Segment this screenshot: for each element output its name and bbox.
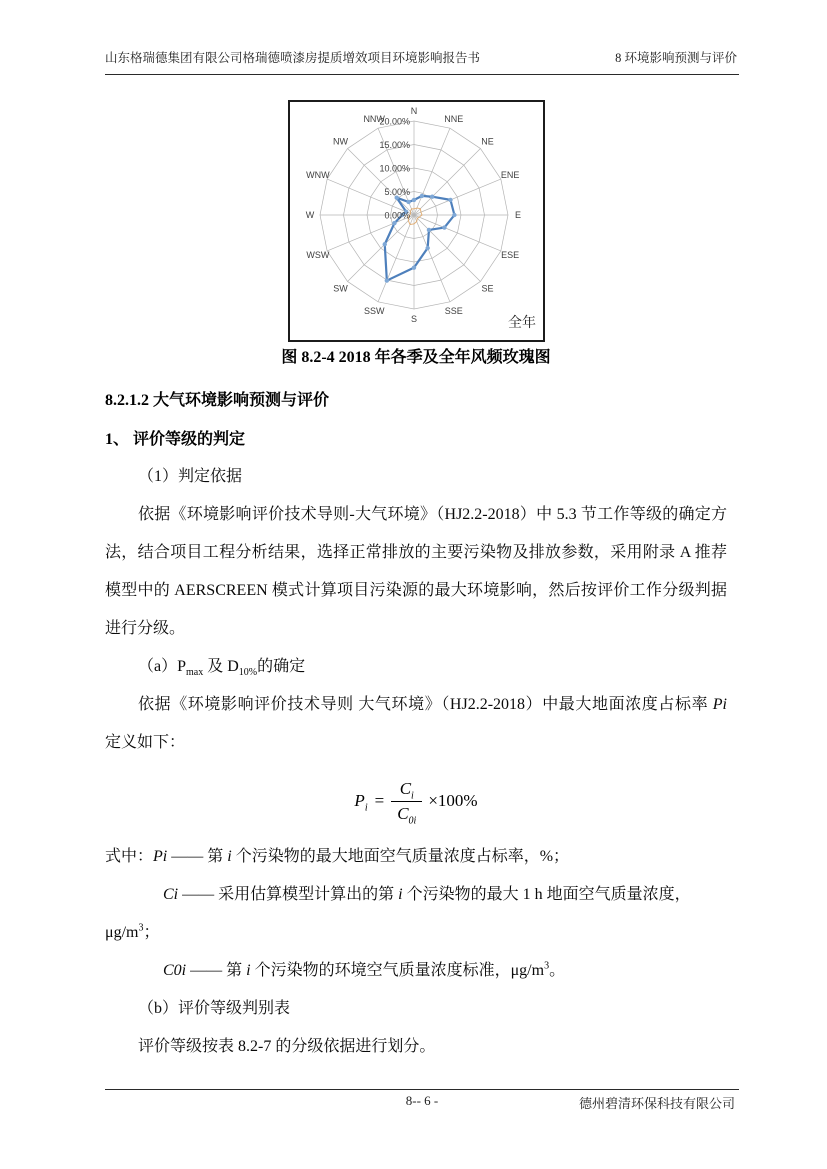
data-point-marker [411,198,415,202]
where-line-unit: $\mu g/m^3$； [105,922,160,941]
direction-label: NW [332,136,348,147]
page-footer [105,1093,739,1117]
pi-symbol: Pi [712,696,727,713]
radar-labels [305,106,535,331]
direction-label: ENE [500,170,519,181]
paragraph-pi-definition: 依据《环境影响评价技术导则 大气环境》（HJ2.2-2018）中最大地面浓度占标率 Pi 定义如下： [105,696,727,751]
data-point-marker [382,242,386,246]
wind-rose-figure [288,100,545,342]
footer-company: 德州碧清环保科技有限公司 [578,1096,735,1111]
radar-series [382,194,456,283]
paragraph-method: 依据《环境影响评价技术导则-大气环境》（HJ2.2-2018）中 5.3 节工作等级的确定方法，结合项目工程分析结果，选择正常排放的主要污染物及排放参数，采用附录 A 推荐模型中的 AERSCREEN 模式计算项目污染源的最大环境影响，然后按评价工作分级判据进行分级。 [105,506,727,637]
data-point-marker [425,246,429,250]
d10-subscript: 10% [238,667,258,679]
radial-tick-label: 0.00% [383,210,410,221]
header-left-title: 山东格瑞德集团有限公司格瑞德喷漆房提质增效项目环境影响报告书 [105,51,481,65]
pmax-subscript: max [186,667,204,679]
data-point-marker [392,221,396,225]
formula-fraction: $\frac{C_i}{C_{0i}}$ [391,779,422,824]
data-point-marker [448,198,452,202]
data-point-marker [411,265,415,269]
item-1-basis: （1）判定依据 [138,468,243,485]
direction-label: N [410,106,417,116]
page-header [105,48,737,66]
data-point-marker [452,213,456,217]
header-right-title: 8 环境影响预测与评价 [615,51,737,65]
direction-label: NE [480,136,494,147]
radar-grid [320,121,508,309]
section-heading: 8.2.1.2 大气环境影响预测与评价 [105,392,330,409]
direction-label: SSW [363,306,384,317]
direction-label: NNE [443,113,463,124]
corner-label-annual: 全年 [507,316,536,331]
data-point-marker [426,228,430,232]
radial-tick-label: 10.00% [378,163,410,174]
radial-tick-label: 5.00% [383,187,410,197]
where-line-ci: Ci —— 采用估算模型计算出的第 i 个污染物的最大 1 h 地面空气质量浓度， [163,886,691,903]
document-body [105,88,727,1066]
formula-pi: $P_i$ = $\frac{C_i}{C_{0i}}$ ×100% [354,778,478,826]
where-line-c0i: C0i —— 第 i 个污染物的环境空气质量浓度标准，$\mu g/m^3$。 [163,960,566,979]
header-rule [105,74,739,75]
direction-label: S [410,314,417,324]
direction-label: NNW [362,113,385,124]
paragraph-grading: 评价等级按表 8.2-7 的分级依据进行划分。 [138,1038,436,1055]
data-point-marker [406,200,410,204]
footer-rule [105,1089,739,1090]
data-point-marker [430,195,434,199]
item-a-pmax-d10: $(a)P_{max}$ 及 $D_{10\%}$的确定 [138,658,306,679]
figure-caption: 图 8.2-4 2018 年各季及全年风频玫瑰图 [281,349,551,366]
data-point-marker [384,278,388,282]
data-point-marker [419,194,423,198]
direction-label: WSW [305,249,329,260]
radial-tick-label: 20.00% [378,116,410,127]
where-line-pi: 式中：Pi —— 第 i 个污染物的最大地面空气质量浓度占标率，%； [105,848,570,865]
data-point-marker [442,225,446,229]
direction-label: W [305,210,314,220]
item-b-table: （b）评价等级判别表 [138,1000,291,1017]
direction-label: SW [332,283,348,294]
radial-tick-label: 15.00% [378,140,410,150]
direction-label: SE [480,283,494,294]
subsection-heading: 1、 评价等级的判定 [105,431,246,448]
direction-label: E [514,210,521,220]
direction-label: SSE [444,306,463,317]
direction-label: ESE [500,249,519,260]
wind-rose-chart [290,102,543,340]
page-number: 8-- 6 - [405,1093,439,1108]
direction-label: WNW [305,170,330,181]
